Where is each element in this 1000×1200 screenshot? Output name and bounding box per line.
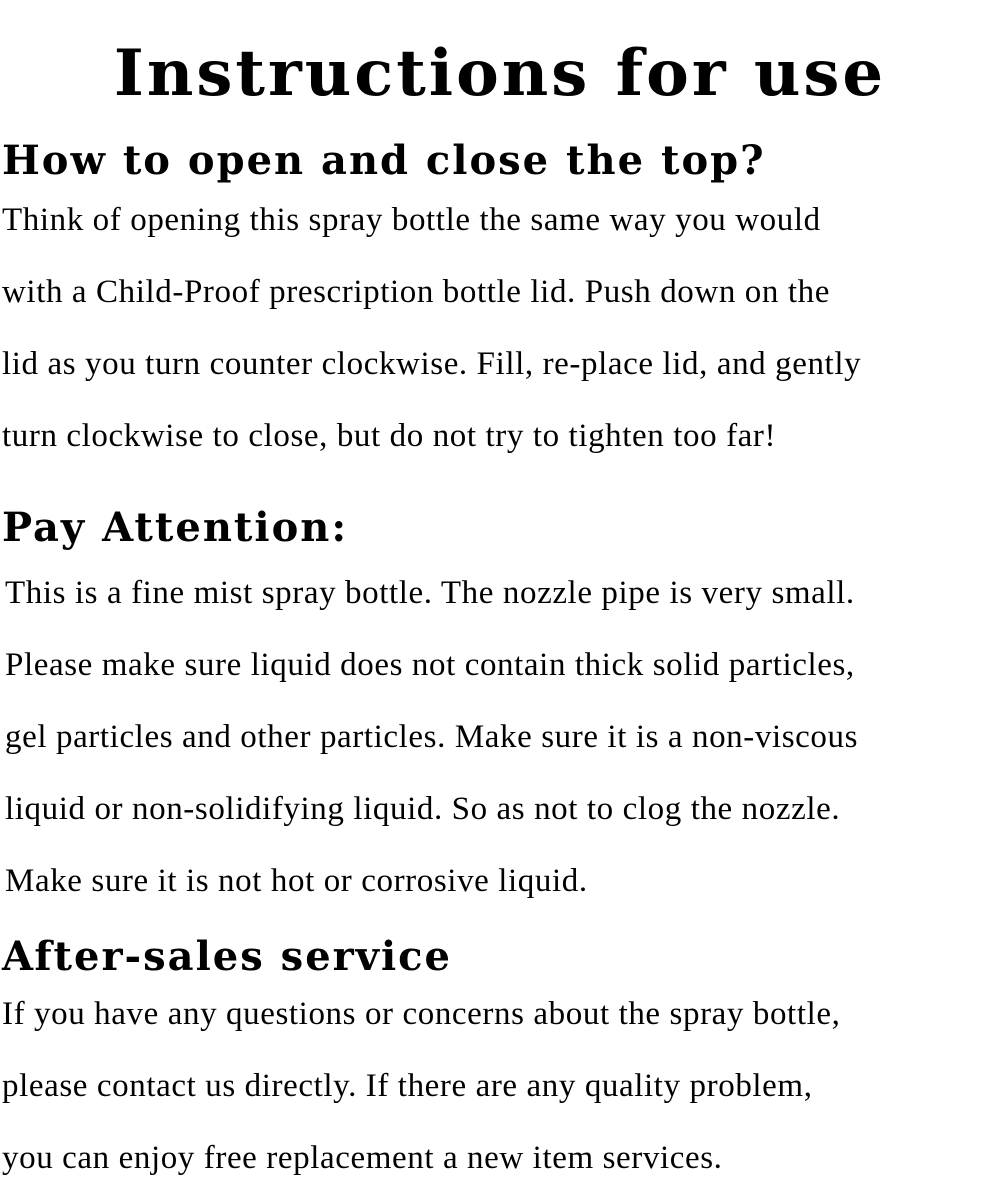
page-title: Instructions for use — [113, 36, 887, 111]
text-line: If you have any questions or concerns about the spray bottle, — [2, 996, 841, 1032]
text-line: you can enjoy free replacement a new item services. — [2, 1140, 723, 1176]
text-line: Make sure it is not hot or corrosive liquid. — [5, 863, 588, 899]
text-line: please contact us directly. If there are any quality problem, — [2, 1068, 813, 1104]
text-line: This is a fine mist spray bottle. The nozzle pipe is very small. — [5, 575, 855, 611]
text-line: liquid or non-solidifying liquid. So as not to clog the nozzle. — [5, 791, 841, 827]
section-heading-after-sales: After-sales service — [2, 933, 452, 980]
section-body-after-sales — [2, 978, 997, 1194]
text-line: turn clockwise to close, but do not try to tighten too far! — [2, 418, 777, 454]
text-line: lid as you turn counter clockwise. Fill, re-place lid, and gently — [2, 346, 862, 382]
section-body-open-close — [2, 184, 997, 472]
text-line: with a Child-Proof prescription bottle lid. Push down on the — [2, 274, 830, 310]
section-heading-pay-attention: Pay Attention: — [2, 504, 349, 551]
text-line: Please make sure liquid does not contain thick solid particles, — [5, 647, 855, 683]
section-body-pay-attention — [5, 557, 1000, 917]
text-line: Think of opening this spray bottle the same way you would — [2, 202, 821, 238]
text-line: gel particles and other particles. Make sure it is a non-viscous — [5, 719, 859, 755]
section-heading-open-close: How to open and close the top? — [2, 137, 766, 184]
